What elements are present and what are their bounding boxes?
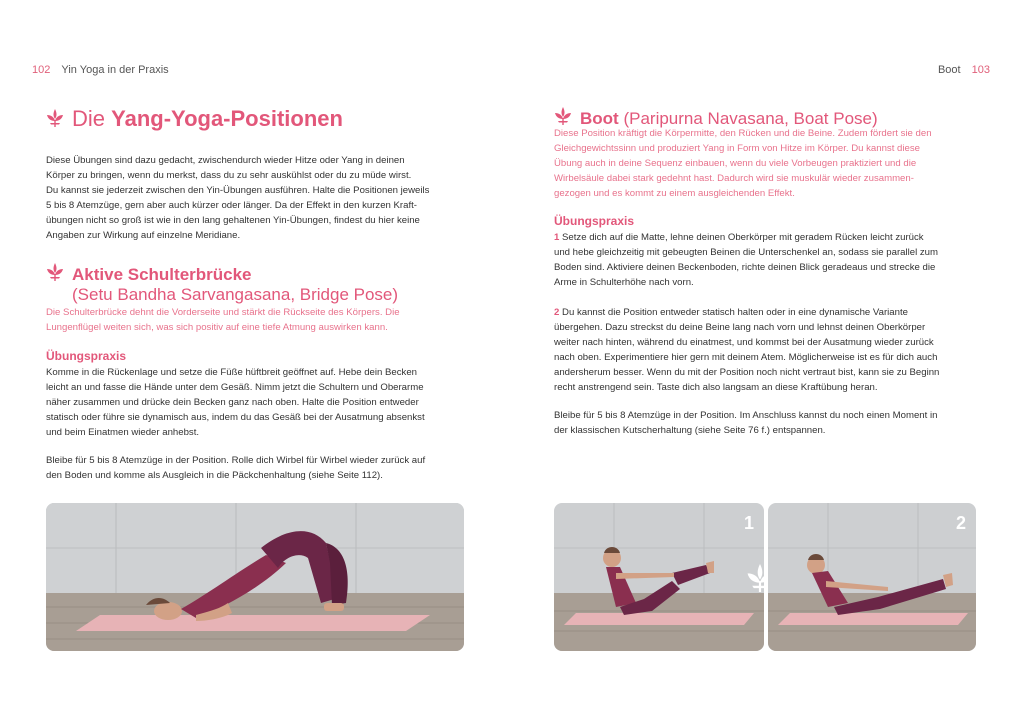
section-title-normal: Die [72, 106, 112, 131]
boat-title-subtitle: (Paripurna Navasana, Boat Pose) [623, 109, 878, 128]
text-line: nach oben. Experimentiere hier gern mit deinem Atem. Möglicherweise ist es für dich auch [554, 352, 938, 363]
right-running-head [938, 64, 990, 76]
photo-1-label: 1 [743, 513, 754, 533]
step-2 [554, 305, 939, 395]
text-line: Übung auch in deine Sequenz einbauen, wenn du viele Vorbeugen praktiziert und die [554, 158, 917, 169]
pose-title-text: Aktive Schulterbrücke [72, 265, 252, 284]
left-running-title: Yin Yoga in der Praxis [61, 64, 169, 76]
text-line: 5 bis 8 Atemzüge, gern aber auch kürzer oder länger. Da der Effekt in den kurzen Kraft- [46, 200, 417, 211]
text-line: übergehen. Dazu streckst du deine Beine lang nach vorn und lehnst deinen Oberkörper [554, 322, 926, 333]
text-line: Wirbelsäule dabei stark gedehnt hast. Dadurch wird sie muskulär wieder zusammen- [554, 173, 914, 184]
practice-paragraph-2 [46, 453, 425, 483]
text-line: Angaben zur Wirkung auf einzelne Meridiane. [46, 230, 241, 241]
text-line: statisch oder führe sie dynamisch aus, indem du das Gesäß bei der Ausatmung absenkst [46, 412, 425, 423]
boat-photo-1 [554, 503, 764, 651]
text-line: Die Schulterbrücke dehnt die Vorderseite und stärkt die Rückseite des Körpers. Die [46, 307, 400, 318]
intro-paragraph [46, 153, 429, 243]
left-running-head [32, 64, 169, 76]
text-line: Diese Übungen sind dazu gedacht, zwischendurch wieder Hitze oder Yang in deinen [46, 155, 405, 166]
text-line: und hebe gleichzeitig mit gebeugten Beinen die Unterschenkel an, sodass sie parallel zum [554, 247, 938, 258]
right-page [510, 0, 1020, 720]
text-line: näher zusammen und drücke dein Becken ganz nach oben. Halte die Position entweder [46, 397, 419, 408]
text-line: den Boden und komme als Ausgleich in die Päckchenhaltung (siehe Seite 112). [46, 470, 383, 481]
text-line: Diese Position kräftigt die Körpermitte, den Rücken und die Beine. Zudem fördert sie den [554, 128, 932, 139]
text-line: und beim Einatmen wieder anhebst. [46, 427, 200, 438]
lotus-ornament-icon [554, 106, 572, 126]
text-line: Gleichgewichtssinn und produziert Yang in Form von Hitze im Körper. Du kannst diese [554, 143, 920, 154]
section-title [46, 106, 343, 132]
text-line: Körper zu bringen, wenn du merkst, dass du zu sehr auskühlst oder du zu müde wirst. [46, 170, 412, 181]
pose-subtitle: (Setu Bandha Sarvangasana, Bridge Pose) [72, 285, 399, 304]
right-page-number: 103 [971, 64, 990, 76]
boat-intro [554, 126, 932, 201]
text-line: recht anstrengend sein. Taste dich also langsam an diese Kraftübung heran. [554, 382, 878, 393]
text-line: Bleibe für 5 bis 8 Atemzüge in der Position. Rolle dich Wirbel für Wirbel wieder zurück auf [46, 455, 426, 466]
text-line [554, 230, 938, 245]
photo-2-label: 2 [955, 513, 966, 533]
step-1 [554, 230, 938, 290]
practice-heading: Übungspraxis [46, 349, 127, 363]
section-title-bold: Yang-Yoga-Positionen [111, 106, 343, 131]
boat-closing [554, 408, 937, 438]
text-line: Komme in die Rückenlage und setze die Füße hüftbreit geöffnet auf. Hebe dein Becken [46, 367, 418, 378]
lotus-ornament-icon [46, 262, 64, 282]
text-line: weiter nach hinten, während du einatmest, und kommst bei der Ausatmung wieder zurück [554, 337, 934, 348]
step-number: 1 [554, 232, 560, 243]
practice-paragraph-1 [46, 365, 425, 440]
text-line: Lungenflügel weiten sich, was sich positiv auf eine tiefe Atmung auswirken kann. [46, 322, 388, 333]
boat-practice-heading: Übungspraxis [554, 214, 635, 228]
text-line: der klassischen Kutscherhaltung (siehe Seite 76 f.) entspannen. [554, 425, 826, 436]
right-running-title: Boot [937, 64, 961, 76]
text-line: Du kannst sie jederzeit zwischen den Yin-Übungen ausführen. Halte die Positionen jeweils [46, 185, 430, 196]
boat-title-bold: Boot [580, 109, 619, 128]
pose-intro [46, 305, 400, 335]
bridge-pose-photo [46, 503, 464, 651]
text-line: andersherum besser. Wenn du mit der Position noch nicht vertraut bist, kann sie zu Beginn [554, 367, 940, 378]
text-line: Arme in Schulterhöhe nach vorn. [554, 277, 694, 288]
text-span: Du kannst die Position entweder statisch halten oder in eine dynamische Variante [562, 307, 908, 318]
text-line: Boden sind. Aktiviere deinen Beckenboden, richte deinen Blick geradeaus und strecke die [554, 262, 936, 273]
text-span: Setze dich auf die Matte, lehne deinen Oberkörper mit geradem Rücken leicht zurück [562, 232, 924, 243]
text-line: Bleibe für 5 bis 8 Atemzüge in der Position. Im Anschluss kannst du noch einen Moment in [554, 410, 938, 421]
text-line: gezogen und es kommt zu einem ausgleichenden Effekt. [554, 188, 795, 199]
text-line: übungen nicht so groß ist wie in den lang gehaltenen Yin-Übungen, findest du hier keine [46, 215, 420, 226]
lotus-ornament-icon [46, 108, 64, 128]
step-number: 2 [554, 307, 560, 318]
text-line: leicht an und fasse die Hände unter dem Gesäß. Nimm jetzt die Schultern und Oberarme [46, 382, 424, 393]
text-line [554, 305, 939, 320]
pose-title [46, 262, 252, 285]
left-page-number: 102 [32, 64, 51, 76]
boat-photo-2 [768, 503, 976, 651]
